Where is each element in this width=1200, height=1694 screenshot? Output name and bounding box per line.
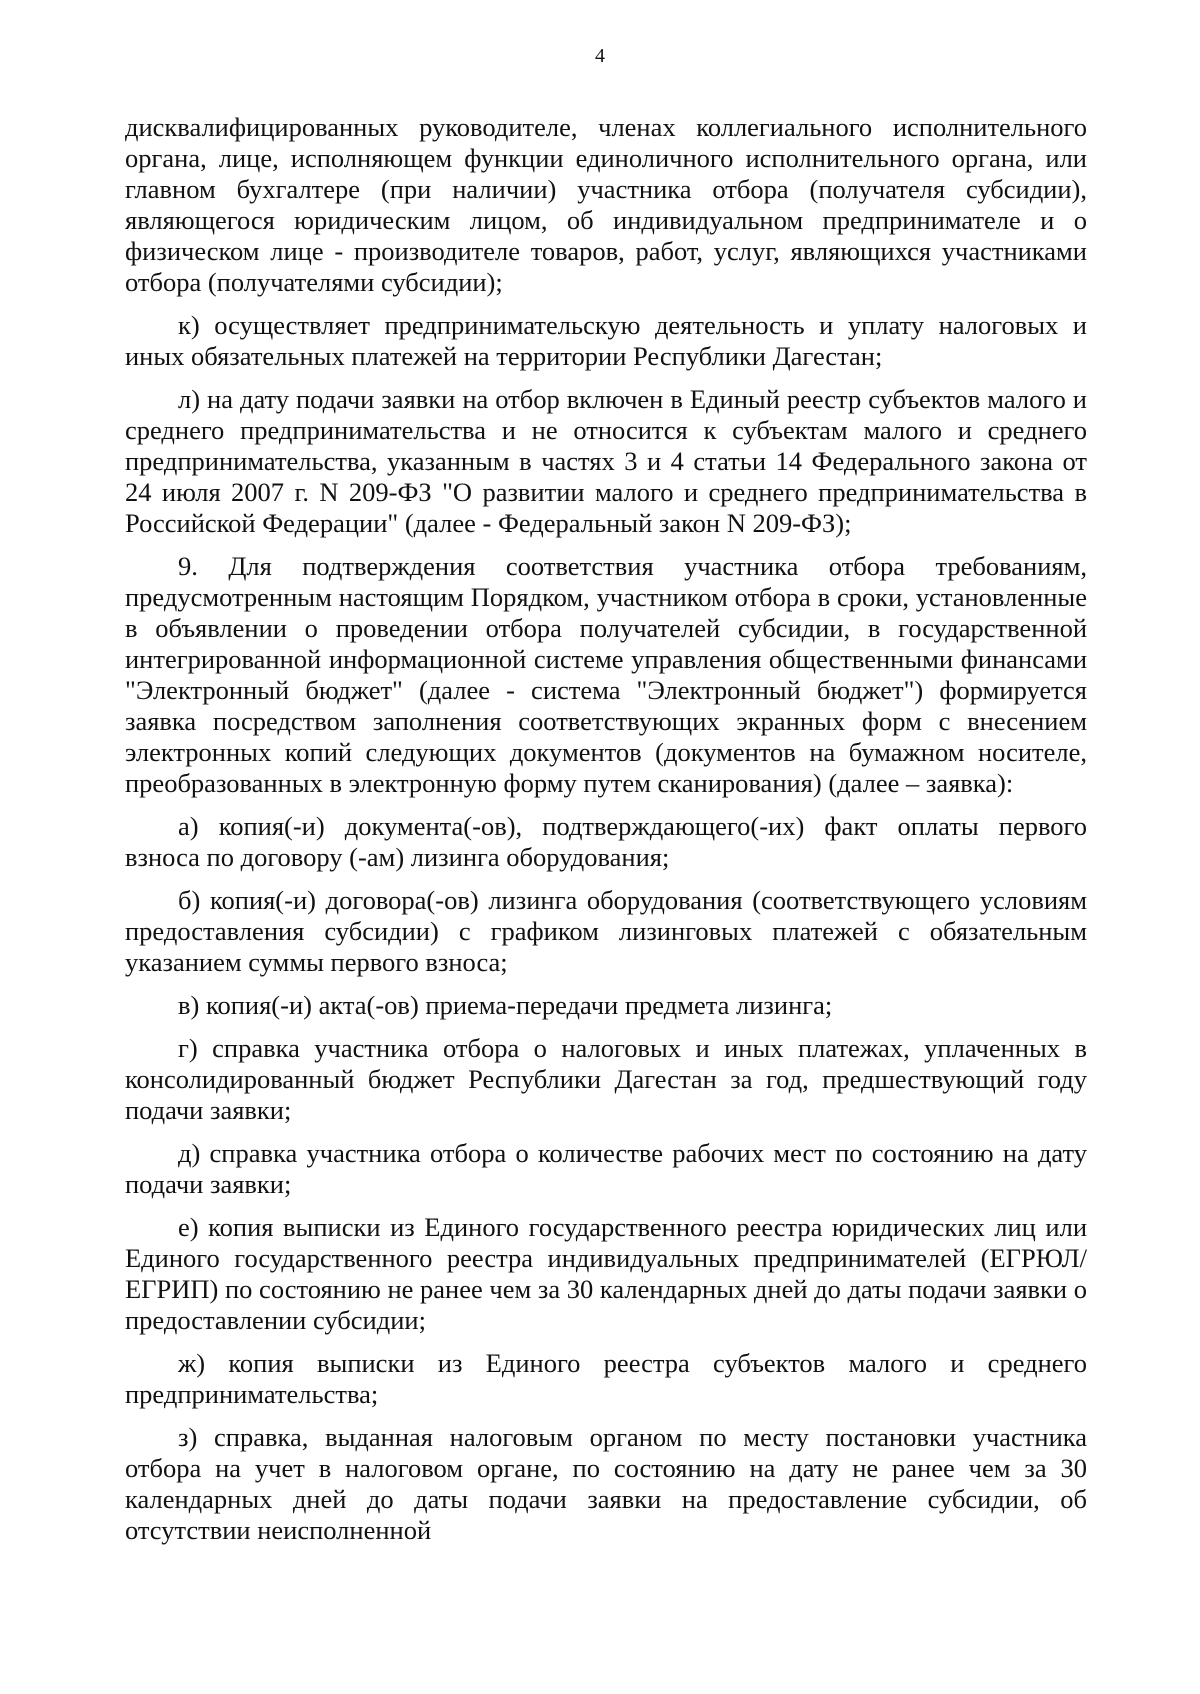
document-body xyxy=(125,112,1087,1558)
paragraph-item-z: з) справка, выданная налоговым органом по месту постановки участника отбора на учет в налоговом органе, по состоянию на дату не ранее чем за 30 календарных дней до даты подачи заявки на предоставление субсидии, об отсутствии неисполненной xyxy=(125,1422,1087,1545)
paragraph-item-e: е) копия выписки из Единого государственного реестра юридических лиц или Единого государственного реестра индивидуальных предпринимателей (ЕГРЮЛ/ЕГРИП) по состоянию не ранее чем за 30 календарных дней до даты подачи заявки о предоставлении субсидии; xyxy=(125,1212,1087,1335)
paragraph-item-b: б) копия(-и) договора(-ов) лизинга оборудования (соответствующего условиям предоставления субсидии) с графиком лизинговых платежей с обязательным указанием суммы первого взноса; xyxy=(125,885,1087,977)
paragraph-continuation: дисквалифицированных руководителе, членах коллегиального исполнительного органа, лице, исполняющем функции единоличного исполнительного органа, или главном бухгалтере (при наличии) участника отбора (получателя субсидии), являющегося юридическим лицом, об индивидуальном предпринимателе и о физическом лице - производителе товаров, работ, услуг, являющихся участниками отбора (получателями субсидии); xyxy=(125,112,1087,297)
paragraph-item-v: в) копия(-и) акта(-ов) приема-передачи предмета лизинга; xyxy=(178,990,833,1020)
paragraph-section-9: 9. Для подтверждения соответствия участника отбора требованиям, предусмотренным настоящим Порядком, участником отбора в сроки, установленные в объявлении о проведении отбора получателей субсидии, в государственной интегрированной информационной системе управления общественными финансами "Электронный бюджет" (далее - система "Электронный бюджет") формируется заявка посредством заполнения соответствующих экранных форм с внесением электронных копий следующих документов (документов на бумажном носителе, преобразованных в электронную форму путем сканирования) (далее – заявка): xyxy=(125,551,1087,798)
paragraph-item-zh: ж) копия выписки из Единого реестра субъектов малого и среднего предпринимательства; xyxy=(125,1348,1087,1409)
paragraph-item-a: а) копия(-и) документа(-ов), подтверждающего(-их) факт оплаты первого взноса по договору (-ам) лизинга оборудования; xyxy=(125,811,1087,872)
paragraph-item-l: л) на дату подачи заявки на отбор включен в Единый реестр субъектов малого и среднего предпринимательства и не относится к субъектам малого и среднего предпринимательства, указанным в частях 3 и 4 статьи 14 Федерального закона от 24 июля 2007 г. N 209-ФЗ "О развитии малого и среднего предпринимательства в Российской Федерации" (далее - Федеральный закон N 209-ФЗ); xyxy=(125,384,1087,538)
page-number: 4 xyxy=(595,45,605,67)
paragraph-item-d: д) справка участника отбора о количестве рабочих мест по состоянию на дату подачи заявки; xyxy=(125,1138,1087,1199)
paragraph-item-g: г) справка участника отбора о налоговых и иных платежах, уплаченных в консолидированный бюджет Республики Дагестан за год, предшествующий году подачи заявки; xyxy=(125,1033,1087,1125)
paragraph-item-k: к) осуществляет предпринимательскую деятельность и уплату налоговых и иных обязательных платежей на территории Республики Дагестан; xyxy=(125,310,1087,371)
